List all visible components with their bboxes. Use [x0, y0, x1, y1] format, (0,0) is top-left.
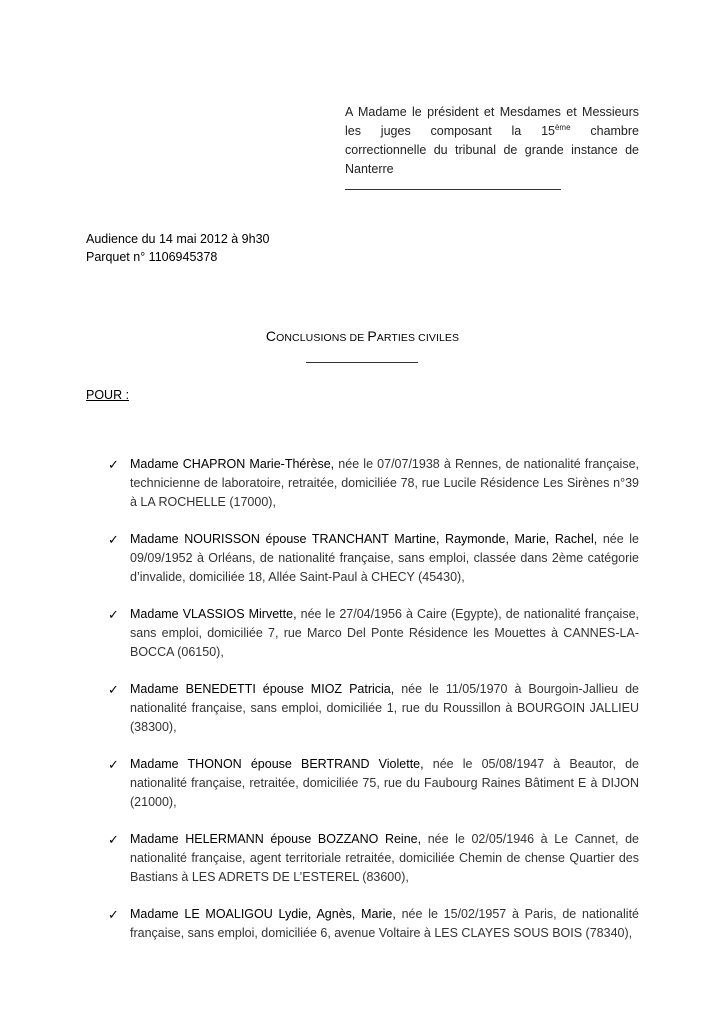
addressee-divider [345, 189, 561, 190]
check-icon: ✓ [108, 457, 119, 472]
party-name: Madame HELERMANN épouse BOZZANO Reine, [130, 832, 422, 846]
party-name: Madame CHAPRON Marie-Thérèse, [130, 457, 335, 471]
audience-date: Audience du 14 mai 2012 à 9h30 [86, 232, 270, 246]
check-icon: ✓ [108, 832, 119, 847]
party-details: née le 27/04/1956 à Caire (Egypte), de nationalité française, sans emploi, domiciliée 7, rue Marco Del Ponte Résidence les Mouettes à CANNES-LA-BOCCA (06150), [130, 607, 639, 659]
party-details: née le 05/08/1947 à Beautor, de nationalité française, retraitée, domiciliée 75, rue du Faubourg Raines Bâtiment E à DIJON (21000), [130, 757, 639, 809]
party-item [108, 905, 639, 943]
document-title [0, 328, 725, 344]
party-item [108, 530, 639, 587]
party-item [108, 830, 639, 887]
party-details: née le 15/02/1957 à Paris, de nationalité française, sans emploi, domiciliée 6, avenue Voltaire à LES CLAYES SOUS BOIS (78340), [130, 907, 639, 940]
pour-heading: POUR : [86, 388, 130, 402]
addressee-text-rest: chambre correctionnelle du tribunal de grande instance de Nanterre [345, 124, 639, 176]
addressee-superscript: ème [554, 123, 571, 132]
party-name: Madame THONON épouse BERTRAND Violette, [130, 757, 424, 771]
check-icon: ✓ [108, 532, 119, 547]
check-icon: ✓ [108, 757, 119, 772]
check-icon: ✓ [108, 907, 119, 922]
party-item [108, 455, 639, 512]
title-word-2: ARTIES CIVILES [376, 332, 460, 344]
party-details: née le 02/05/1946 à Le Cannet, de nationalité française, agent territoriale retraitée, domiciliée Chemin de chense Quartier des Bastians à LES ADRETS DE L’ESTEREL (83600), [130, 832, 639, 884]
party-details: née le 09/09/1952 à Orléans, de nationalité française, sans emploi, classée dans 2ème catégorie d’invalide, domiciliée 18, Allée Saint-Paul à CHECY (45430), [130, 532, 639, 584]
addressee-block [345, 103, 639, 179]
party-item [108, 755, 639, 812]
title-initial-1: C [265, 328, 277, 344]
check-icon: ✓ [108, 682, 119, 697]
party-name: Madame LE MOALIGOU Lydie, Agnès, Marie, [130, 907, 396, 921]
party-name: Madame BENEDETTI épouse MIOZ Patricia, [130, 682, 395, 696]
check-icon: ✓ [108, 607, 119, 622]
party-details: née le 07/07/1938 à Rennes, de nationalité française, technicienne de laboratoire, retraitée, domiciliée 78, rue Lucile Résidence Les Sirènes n°39 à LA ROCHELLE (17000), [130, 457, 639, 509]
title-initial-2: P [367, 328, 377, 344]
party-name: Madame NOURISSON épouse TRANCHANT Martine, Raymonde, Marie, Rachel, [130, 532, 598, 546]
parquet-number: Parquet n° 1106945378 [86, 250, 218, 264]
addressee-text: A Madame le président et Mesdames et Messieurs les juges composant la 15 [345, 105, 639, 138]
title-word-1: ONCLUSIONS DE [276, 332, 368, 344]
party-name: Madame VLASSIOS Mirvette, [130, 607, 297, 621]
title-divider [306, 362, 418, 363]
party-details: née le 11/05/1970 à Bourgoin-Jallieu de nationalité française, sans emploi, domiciliée 1, rue du Roussillon à BOURGOIN JALLIEU (38300), [130, 682, 639, 734]
party-item [108, 605, 639, 662]
parties-list [108, 455, 639, 961]
hearing-info [86, 230, 269, 266]
party-item [108, 680, 639, 737]
